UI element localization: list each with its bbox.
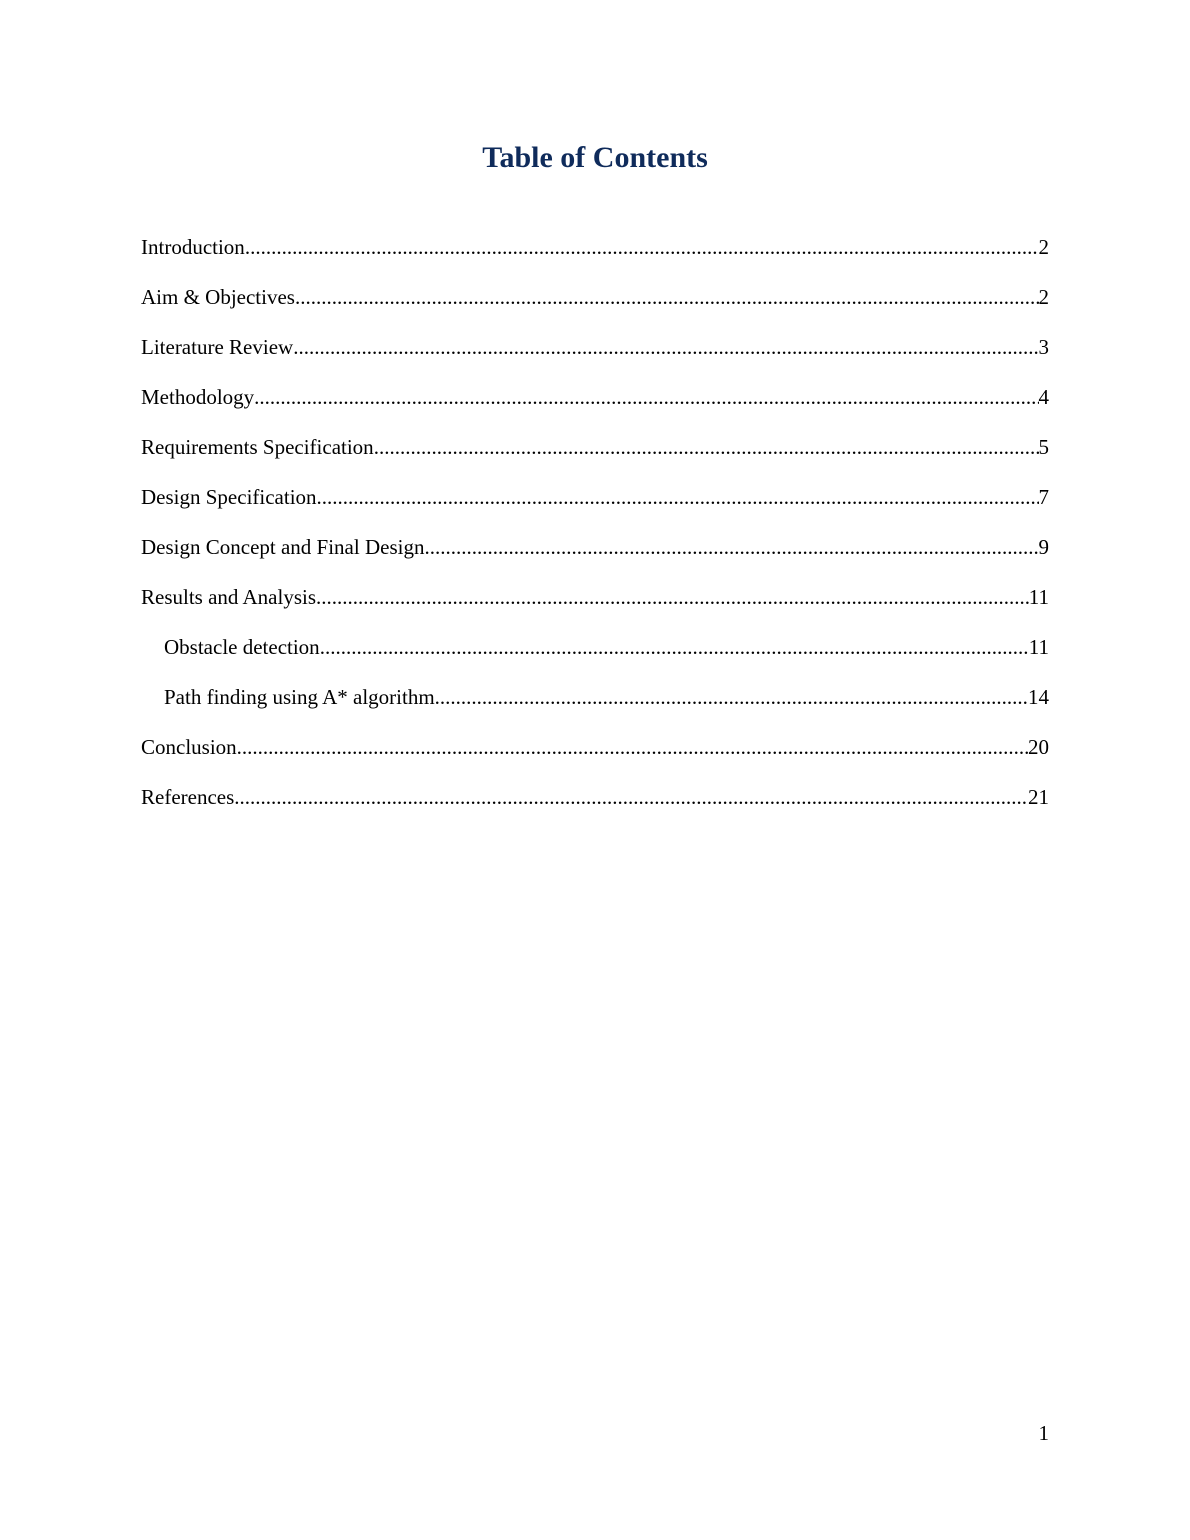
toc-entry-requirements-specification[interactable] (141, 432, 1049, 482)
toc-entry-page: 3 (1038, 335, 1049, 359)
toc-entry-aim-objectives[interactable] (141, 282, 1049, 332)
toc-entry-design-specification[interactable] (141, 482, 1049, 532)
toc-entry-page: 2 (1038, 285, 1049, 309)
toc-entry-conclusion[interactable] (141, 732, 1049, 782)
toc-dot-leader (320, 632, 1029, 662)
toc-dot-leader (234, 782, 1028, 812)
toc-entry-page: 2 (1038, 235, 1049, 259)
toc-entry-path-finding[interactable] (141, 682, 1049, 732)
toc-entry-label: Path finding using A* algorithm (164, 685, 435, 709)
toc-entry-label: References (141, 785, 235, 809)
page-number: 1 (1038, 1421, 1049, 1445)
toc-entry-label: Aim & Objectives (141, 285, 295, 309)
toc-entry-methodology[interactable] (141, 382, 1049, 432)
toc-entry-label: Conclusion (141, 735, 237, 759)
toc-entry-obstacle-detection[interactable] (141, 632, 1049, 682)
toc-dot-leader (295, 282, 1039, 312)
toc-dot-leader (254, 382, 1038, 412)
toc-entry-introduction[interactable] (141, 232, 1049, 282)
toc-dot-leader (237, 732, 1028, 762)
toc-entry-references[interactable] (141, 782, 1049, 832)
toc-entry-page: 4 (1038, 385, 1049, 409)
toc-entry-page: 5 (1038, 435, 1049, 459)
toc-entry-page: 21 (1028, 785, 1049, 809)
table-of-contents (141, 232, 1049, 832)
toc-entry-label: Introduction (141, 235, 245, 259)
toc-entry-page: 14 (1028, 685, 1049, 709)
toc-dot-leader (317, 482, 1039, 512)
toc-dot-leader (374, 432, 1039, 462)
toc-dot-leader (316, 582, 1029, 612)
toc-entry-design-concept[interactable] (141, 532, 1049, 582)
toc-entry-page: 20 (1028, 735, 1049, 759)
toc-entry-label: Results and Analysis (141, 585, 317, 609)
toc-entry-label: Design Concept and Final Design (141, 535, 425, 559)
page-title: Table of Contents (482, 141, 708, 174)
toc-entry-page: 11 (1028, 585, 1049, 609)
toc-dot-leader (424, 532, 1038, 562)
toc-entry-results-analysis[interactable] (141, 582, 1049, 632)
toc-dot-leader (293, 332, 1038, 362)
toc-dot-leader (435, 682, 1028, 712)
toc-entry-label: Requirements Specification (141, 435, 374, 459)
toc-dot-leader (245, 232, 1039, 262)
toc-entry-label: Literature Review (141, 335, 294, 359)
toc-entry-label: Design Specification (141, 485, 317, 509)
toc-entry-page: 11 (1028, 635, 1049, 659)
toc-entry-page: 7 (1038, 485, 1049, 509)
toc-entry-label: Obstacle detection (164, 635, 320, 659)
toc-entry-literature-review[interactable] (141, 332, 1049, 382)
toc-entry-label: Methodology (141, 385, 255, 409)
toc-entry-page: 9 (1038, 535, 1049, 559)
